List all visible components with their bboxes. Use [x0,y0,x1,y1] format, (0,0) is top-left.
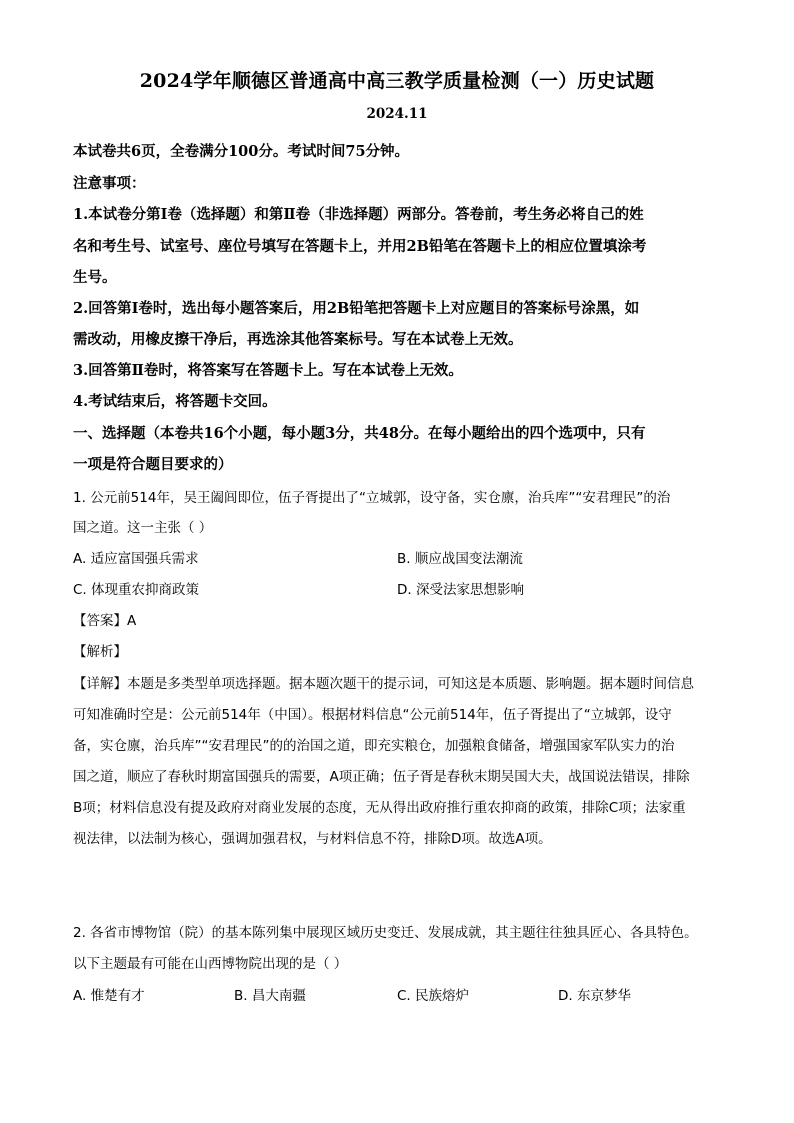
q1-option-c: C. 体现重农抑商政策 [73,582,200,598]
section-heading: 一项是符合题目要求的） [73,456,233,473]
q2-option-d: D. 东京梦华 [558,988,631,1004]
detail-tag: 【详解】 [73,676,127,692]
notice-line: 生号。 [73,269,117,286]
detail-line: 本题是多类型单项选择题。据本题次题干的提示词，可知这是本质题、影响题。据本题时间信息 [127,676,694,692]
notice-heading: 注意事项： [73,175,146,192]
q2-stem: 以下主题最有可能在山西博物院出现的是（ ） [73,956,348,972]
exam-date: 2024.11 [366,106,428,122]
q2-option-a: A. 惟楚有才 [73,988,145,1004]
q2-stem: 2. 各省市博物馆（院）的基本陈列集中展现区域历史变迁、发展成就，其主题往往独具匠心、各具特色。 [73,925,698,941]
answer-value: A [127,613,137,629]
section-heading: 一、选择题（本卷共16个小题，每小题3分，共48分。在每小题给出的四个选项中，只有 [73,425,646,442]
notice-line: 2.回答第Ⅰ卷时，选出每小题答案后，用2B铅笔把答题卡上对应题目的答案标号涂黑，如 [73,300,640,317]
notice-line: 1.本试卷分第Ⅰ卷（选择题）和第Ⅱ卷（非选择题）两部分。答卷前，考生务必将自己的姓 [73,206,644,223]
q2-option-b: B. 昌大南疆 [234,988,306,1004]
detail-line: 国之道，顺应了春秋时期富国强兵的需要，A项正确；伍子胥是春秋末期吴国大夫，战国说法错误，排除 [73,769,690,785]
q1-option-a: A. 适应富国强兵需求 [73,551,199,567]
q1-detail [73,672,694,692]
detail-line: B项；材料信息没有提及政府对商业发展的态度，无从得出政府推行重农抑商的政策，排除C项；法家重 [73,800,686,816]
q1-analysis-tag: 【解析】 [73,644,127,660]
q1-option-b: B. 顺应战国变法潮流 [397,551,523,567]
detail-line: 备，实仓廪，治兵库”“安君理民”的的治国之道，即充实粮仓，加强粮食储备，增强国家军队实力的治 [73,738,675,754]
notice-line: 3.回答第Ⅱ卷时，将答案写在答题卡上。写在本试卷上无效。 [73,362,463,379]
exam-info: 本试卷共6页，全卷满分100分。考试时间75分钟。 [73,143,410,160]
q2-option-c: C. 民族熔炉 [397,988,470,1004]
detail-line: 可知准确时空是：公元前514年（中国）。根据材料信息“公元前514年，伍子胥提出了“立城郭，设守 [73,707,672,723]
detail-line: 视法律，以法制为核心，强调加强君权，与材料信息不符，排除D项。故选A项。 [73,831,552,847]
exam-title: 2024学年顺德区普通高中高三教学质量检测（一）历史试题 [139,70,655,92]
notice-line: 4.考试结束后，将答题卡交回。 [73,393,277,410]
q1-option-d: D. 深受法家思想影响 [397,582,524,598]
answer-tag: 【答案】 [73,613,127,629]
q1-stem: 国之道。这一主张（ ） [73,520,213,536]
q1-answer [73,609,136,629]
q1-stem: 1. 公元前514年，吴王阖闾即位，伍子胥提出了“立城郭，设守备，实仓廪，治兵库”“安君理民”的治 [73,490,671,506]
notice-line: 名和考生号、试室号、座位号填写在答题卡上，并用2B铅笔在答题卡上的相应位置填涂考 [73,238,647,255]
notice-line: 需改动，用橡皮擦干净后，再选涂其他答案标号。写在本试卷上无效。 [73,331,523,348]
